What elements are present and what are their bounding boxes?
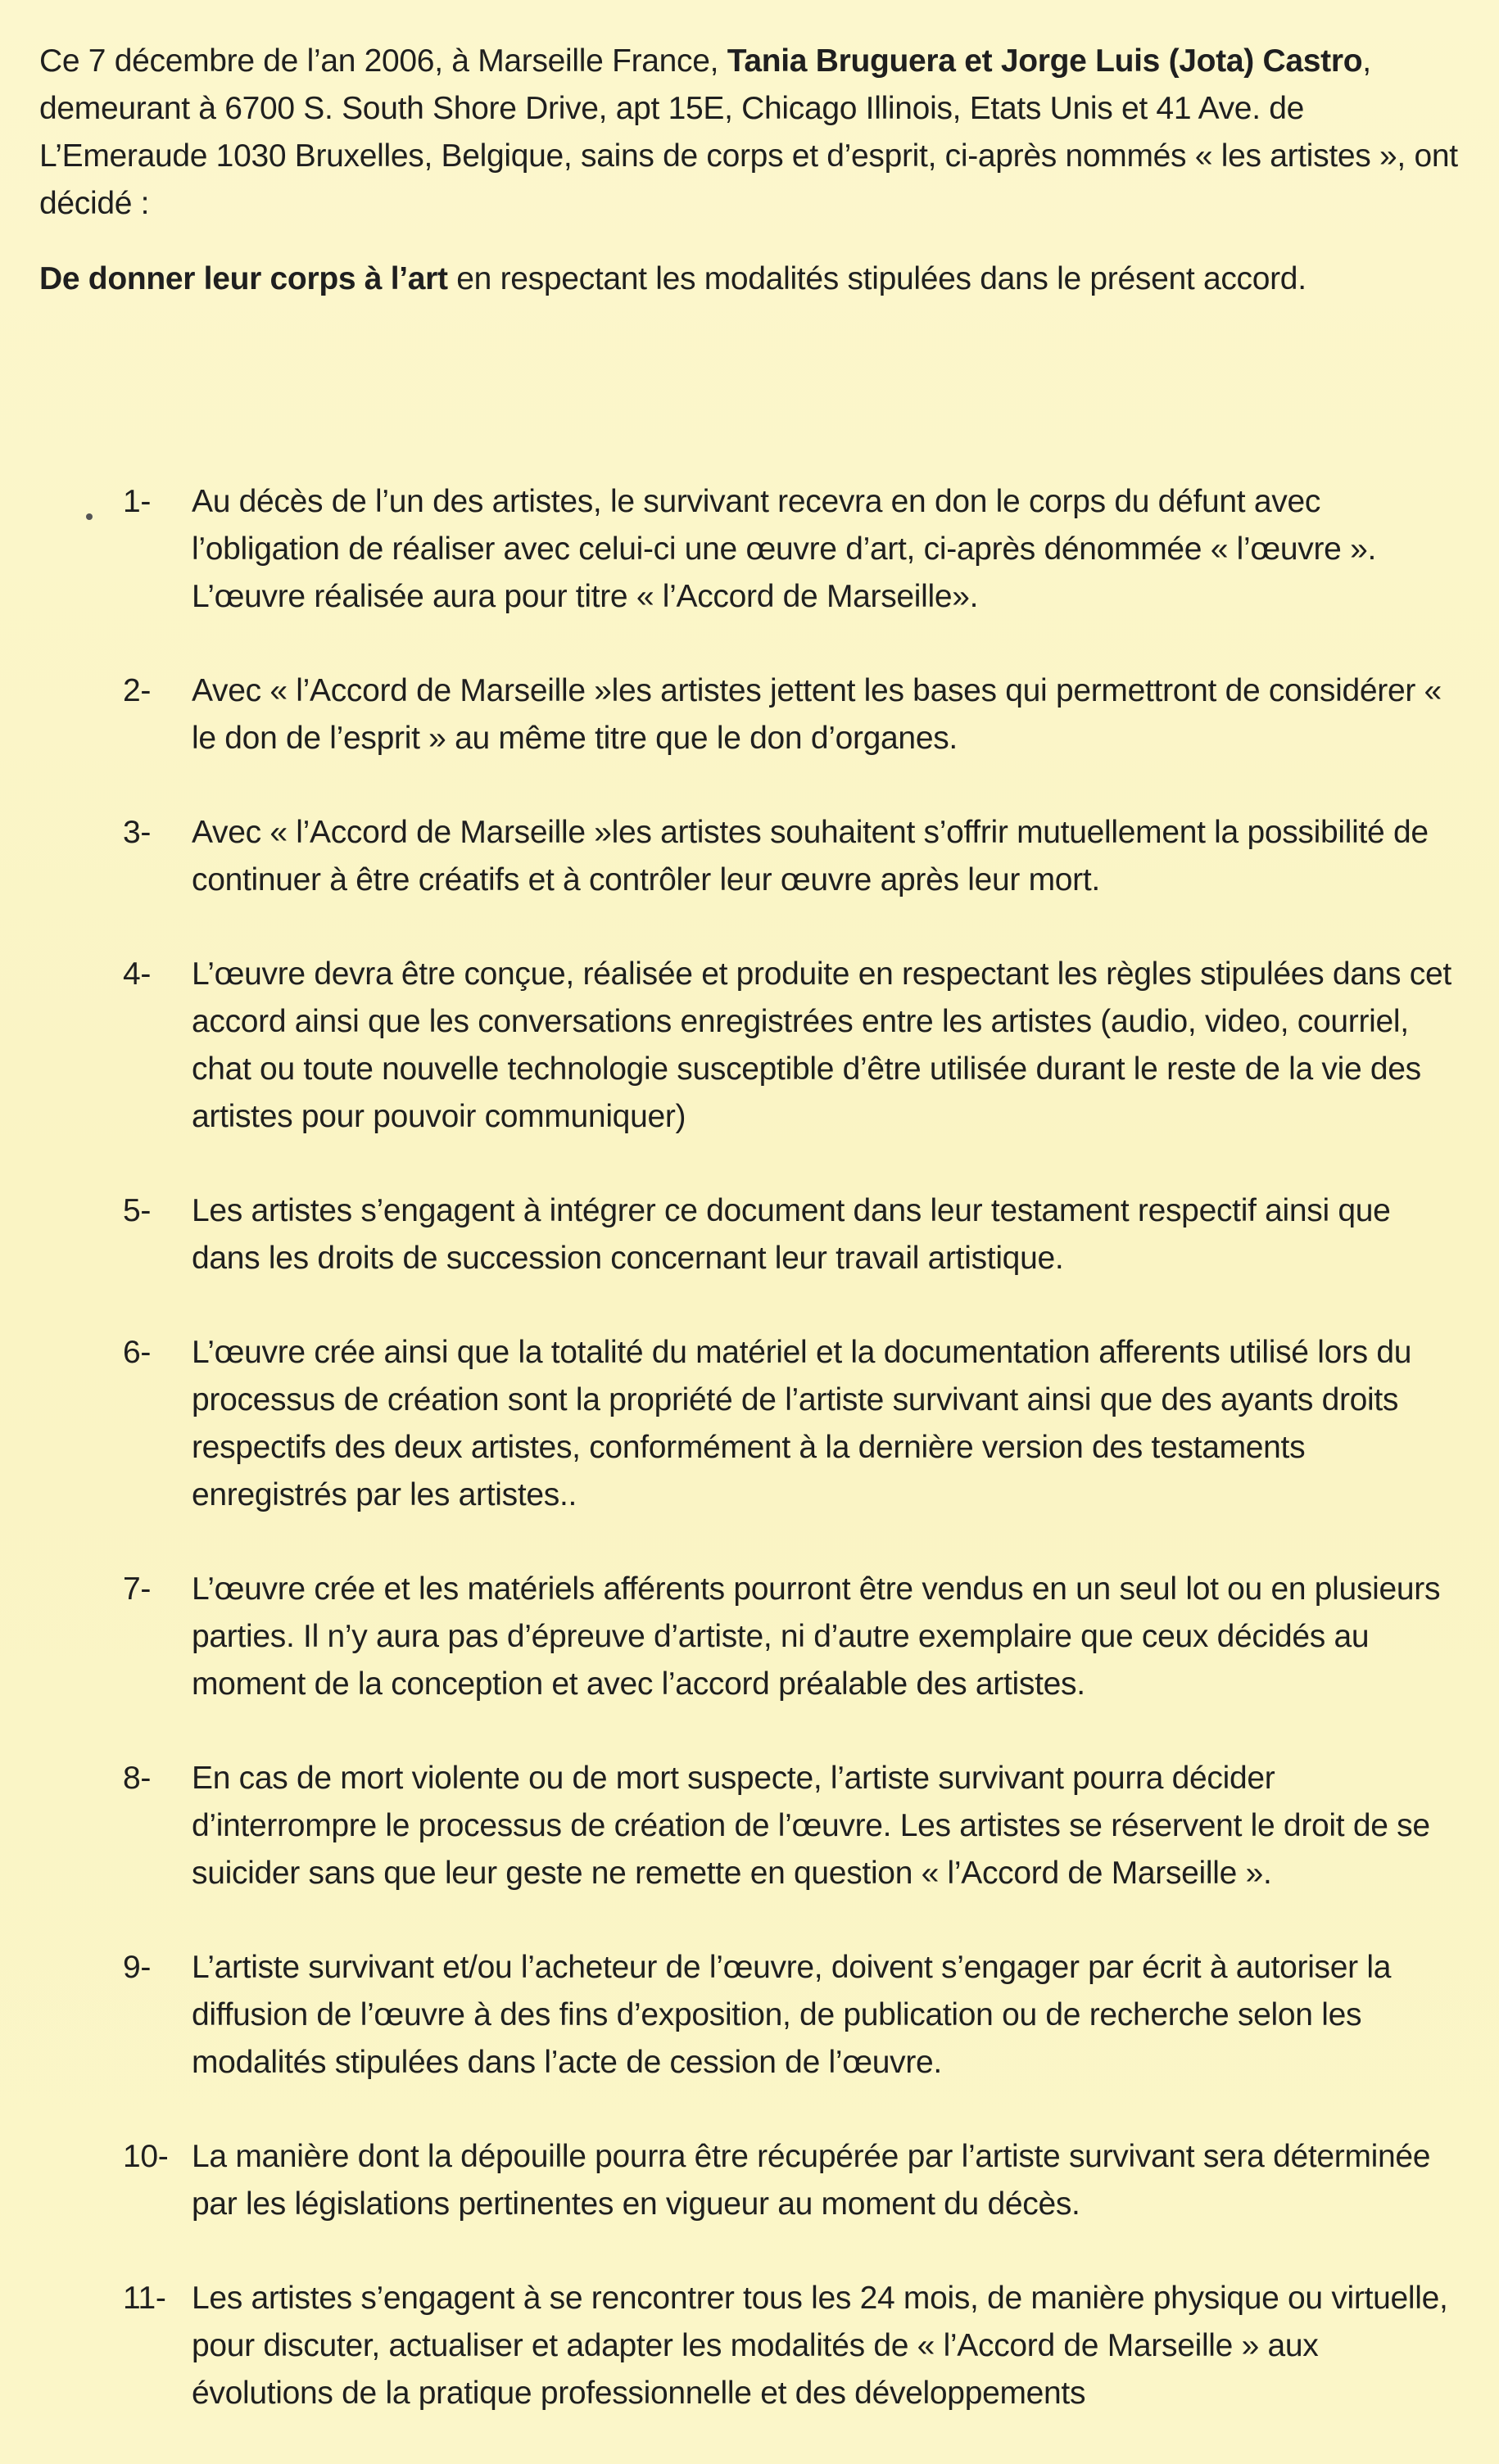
article-number: 11-: [123, 2281, 166, 2316]
article-number: 10-: [123, 2139, 169, 2174]
article-8: [39, 1755, 1465, 1897]
article-text: Avec « l’Accord de Marseille »les artistes souhaitent s’offrir mutuellement la possibilité de continuer à être créatifs et à contrôler leur œuvre après leur mort.: [192, 815, 1429, 897]
article-3: [39, 809, 1465, 904]
article-number: 4-: [123, 956, 152, 992]
article-number: 3-: [123, 815, 152, 850]
article-text: La manière dont la dépouille pourra être récupérée par l’artiste survivant sera déterminée par les législations pertinentes en vigueur au moment du décès.: [192, 2139, 1431, 2222]
article-text: L’œuvre crée et les matériels afférents pourront être vendus en un seul lot ou en plusieurs parties. Il n’y aura pas d’épreuve d’artiste, ni d’autre exemplaire que ceux décidés au moment de la conception et avec l’accord préalable des artistes.: [192, 1571, 1441, 1702]
article-5: [39, 1187, 1465, 1282]
article-text: L’œuvre crée ainsi que la totalité du matériel et la documentation afferents utilisé lors du processus de création sont la propriété de l’artiste survivant ainsi que des ayants droits respectifs des deux artistes, conformément à la dernière version des testaments enregistrés par les artistes..: [192, 1335, 1412, 1512]
decision-rest: en respectant les modalités stipulées dans le présent accord.: [447, 261, 1307, 296]
article-text: Au décès de l’un des artistes, le survivant recevra en don le corps du défunt avec l’obligation de réaliser avec celui-ci une œuvre d’art, ci-après dénommée « l’œuvre ». L’œuvre réalisée aura pour titre « l’Accord de Marseille».: [192, 484, 1377, 614]
article-text: Les artistes s’engagent à se rencontrer tous les 24 mois, de manière physique ou virtuelle, pour discuter, actualiser et adapter les modalités de « l’Accord de Marseille » aux évolutions de la pratique professionnelle et des développements: [192, 2281, 1448, 2411]
article-11: [39, 2275, 1465, 2417]
article-text: L’œuvre devra être conçue, réalisée et produite en respectant les règles stipulées dans cet accord ainsi que les conversations enregistrées entre les artistes (audio, video, courriel, chat ou toute nouvelle technologie susceptible d’être utilisée durant le reste de la vie des artistes pour pouvoir communiquer): [192, 956, 1451, 1134]
article-6: [39, 1329, 1465, 1519]
article-2: [39, 667, 1465, 762]
article-10: [39, 2133, 1465, 2228]
intro-part1: Ce 7 décembre de l’an 2006, à Marseille France,: [39, 43, 727, 79]
article-number: 2-: [123, 673, 152, 708]
decision-statement: [39, 255, 1465, 303]
article-number: 5-: [123, 1193, 152, 1228]
articles-list: [39, 478, 1465, 2417]
article-7: [39, 1566, 1465, 1708]
document-body: [39, 38, 1465, 2464]
article-text: Les artistes s’engagent à intégrer ce document dans leur testament respectif ainsi que dans les droits de succession concernant leur travail artistique.: [192, 1193, 1391, 1276]
article-number: 8-: [123, 1761, 152, 1796]
article-1: [39, 478, 1465, 621]
artist-names: Tania Bruguera et Jorge Luis (Jota) Castro: [727, 43, 1363, 79]
article-9: [39, 1944, 1465, 2086]
intro-paragraph: [39, 38, 1465, 228]
article-4: [39, 951, 1465, 1141]
article-text: Avec « l’Accord de Marseille »les artistes jettent les bases qui permettront de considérer « le don de l’esprit » au même titre que le don d’organes.: [192, 673, 1442, 756]
article-number: 9-: [123, 1950, 152, 1985]
article-text: En cas de mort violente ou de mort suspecte, l’artiste survivant pourra décider d’interrompre le processus de création de l’œuvre. Les artistes se réservent le droit de se suicider sans que leur geste ne remette en question « l’Accord de Marseille ».: [192, 1761, 1430, 1891]
article-number: 1-: [123, 484, 152, 519]
article-text: L’artiste survivant et/ou l’acheteur de l’œuvre, doivent s’engager par écrit à autoriser la diffusion de l’œuvre à des fins d’exposition, de publication ou de recherche selon les modalités stipulées dans l’acte de cession de l’œuvre.: [192, 1950, 1392, 2080]
intro-part2: , demeurant à 6700 S. South Shore Drive, apt 15E, Chicago Illinois, Etats Unis et 41 Ave. de L’Emeraude 1030 Bruxelles, Belgique, sains de corps et d’esprit, ci-après nommés « les artistes », ont décidé :: [39, 43, 1458, 221]
article-number: 6-: [123, 1335, 152, 1370]
article-number: 7-: [123, 1571, 152, 1607]
decision-bold: De donner leur corps à l’art: [39, 261, 448, 296]
